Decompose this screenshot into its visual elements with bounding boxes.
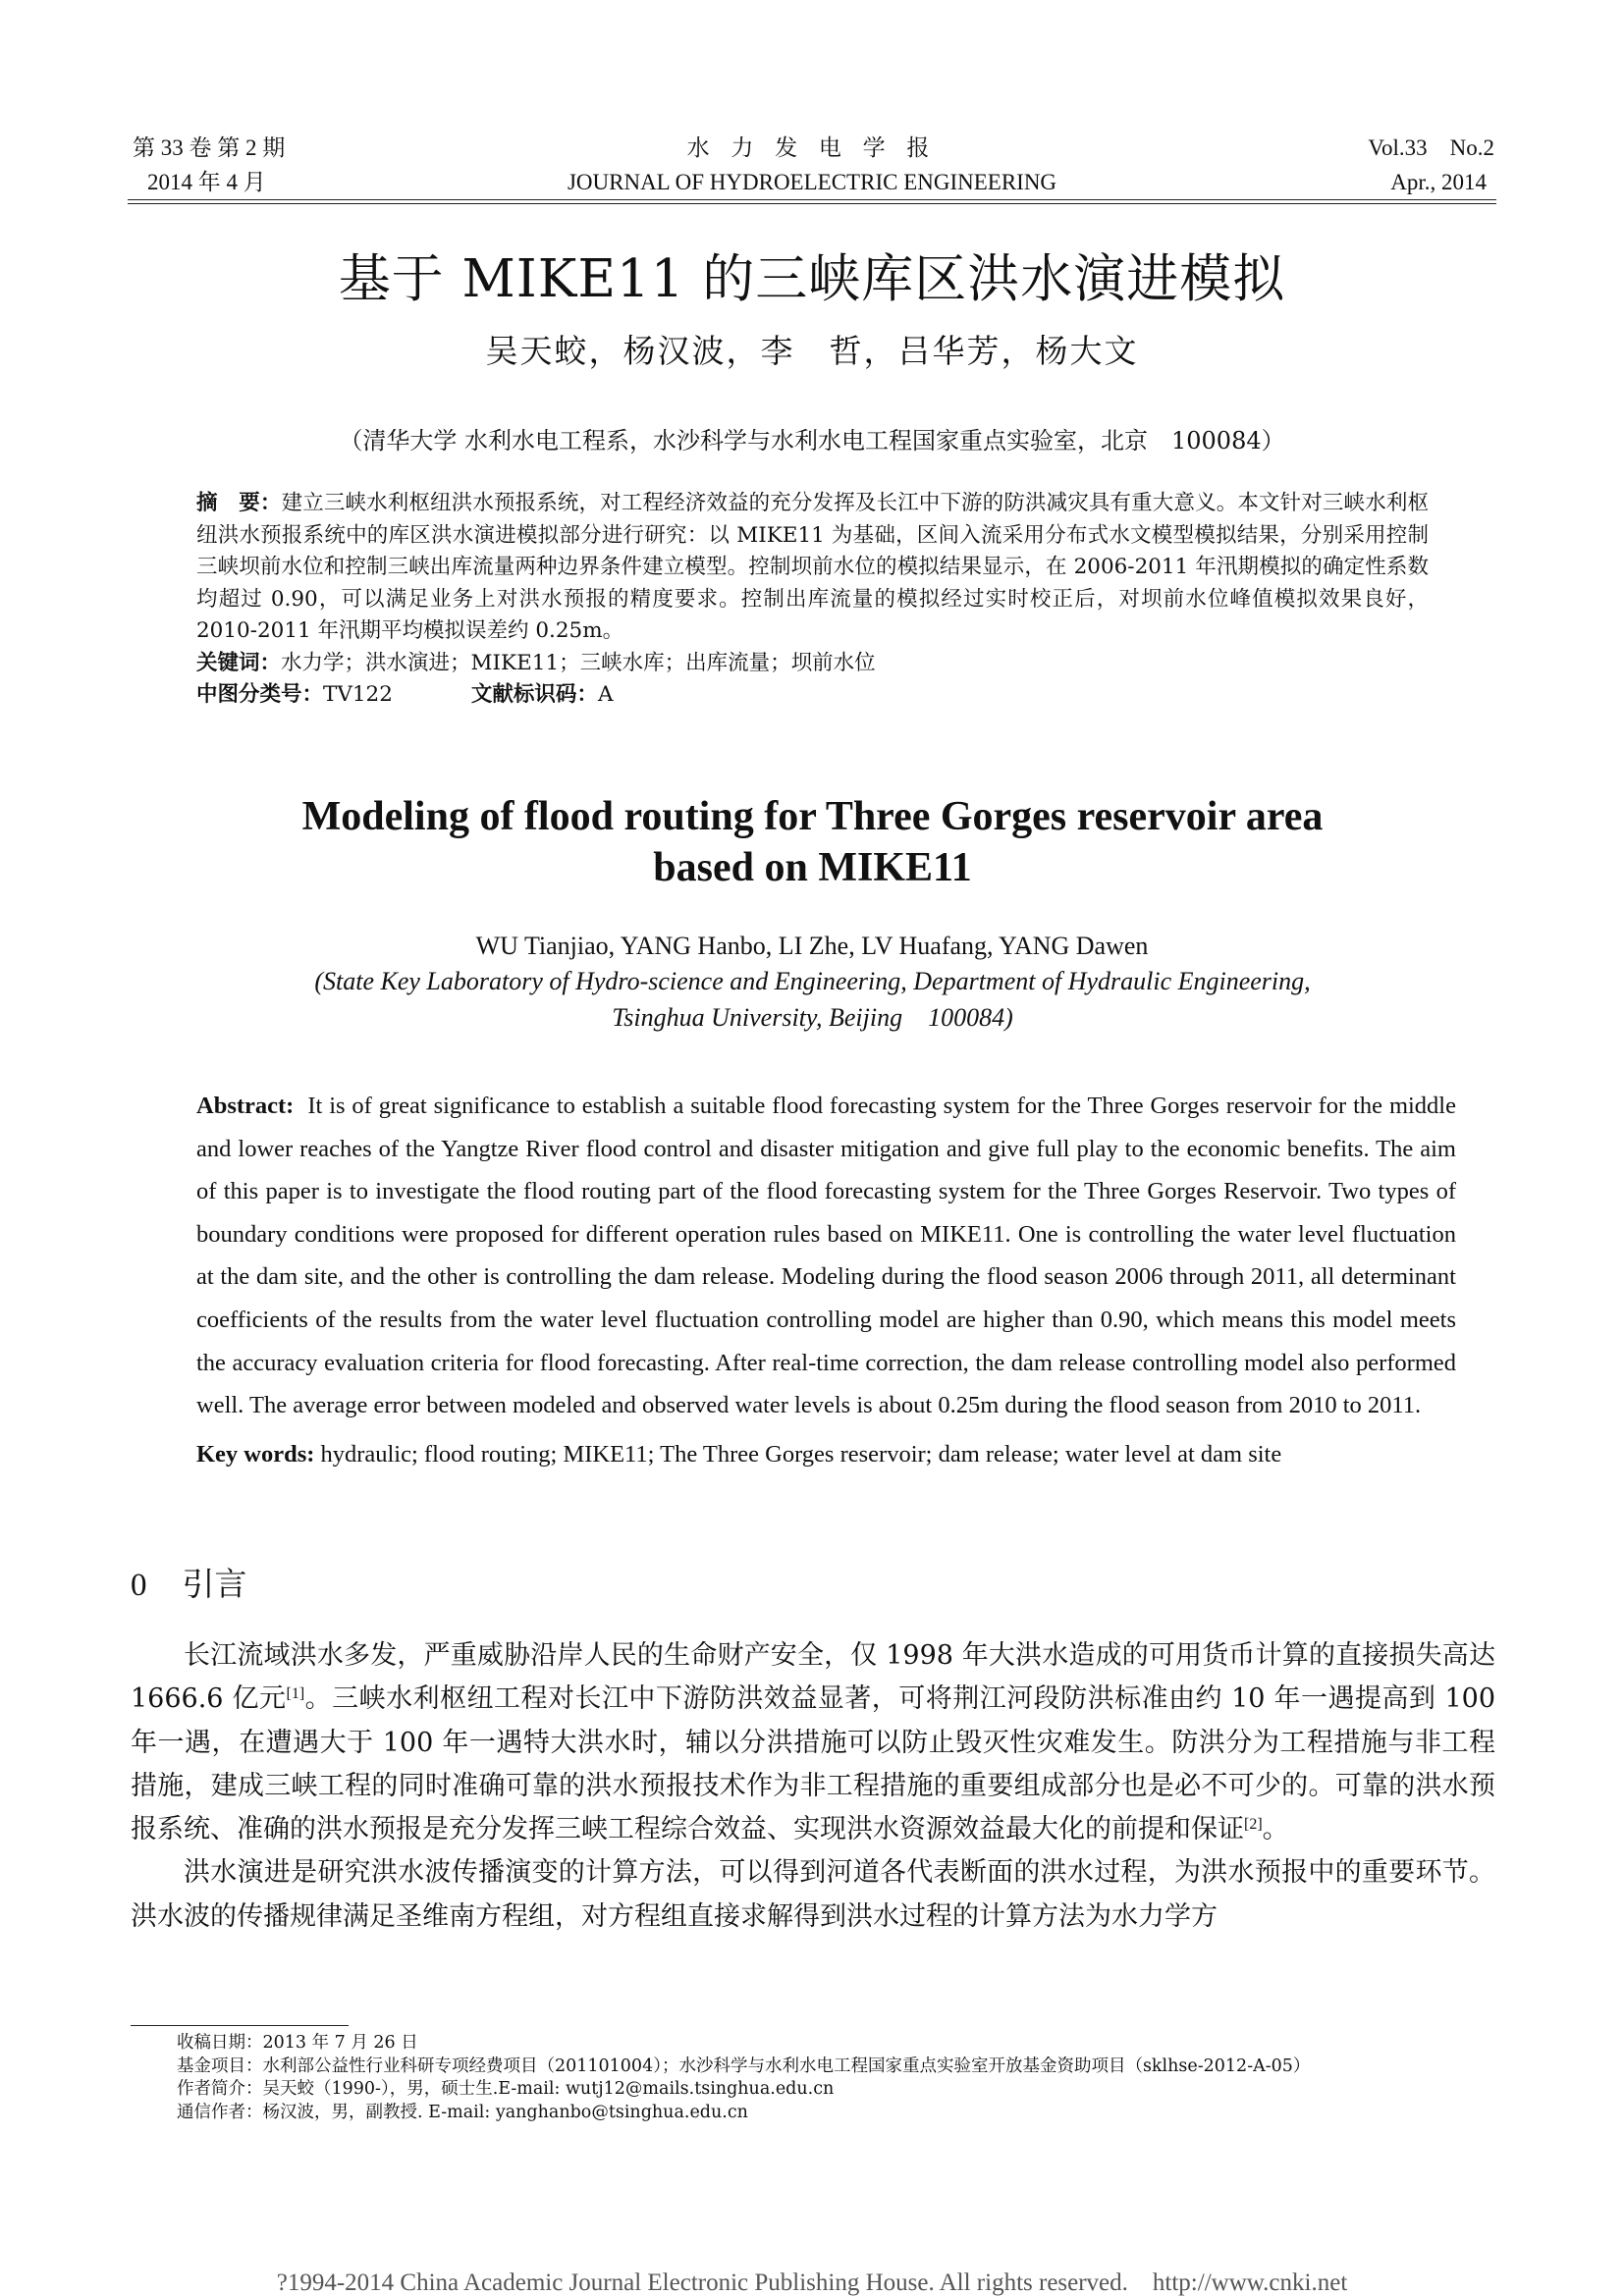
affiliation-en — [196, 963, 1429, 1036]
doc-code: A — [597, 682, 614, 707]
section-heading — [131, 1562, 247, 1608]
clc-label: 中图分类号： — [196, 682, 324, 707]
paper-title-en-line1: Modeling of flood routing for Three Gorges reservoir area — [301, 794, 1324, 839]
date-en: Apr., 2014 — [1390, 170, 1487, 194]
date-cn: 2014 年 4 月 — [147, 170, 266, 194]
abstract-label-cn: 摘 要： — [196, 491, 282, 515]
footnote-fund: 基金项目：水利部公益性行业科研专项经费项目（201101004）；水沙科学与水利水电工程国家重点实验室开放基金资助项目（sklhse-2012-A-05） — [177, 2056, 1311, 2076]
journal-name-en: JOURNAL OF HYDROELECTRIC ENGINEERING — [567, 170, 1057, 194]
copyright-footer: ?1994-2014 China Academic Journal Electronic Publishing House. All rights reserved. http://www.cnki.net — [276, 2269, 1348, 2296]
header-rule-top — [128, 199, 1496, 200]
doc-code-label: 文献标识码： — [470, 682, 598, 707]
body-paragraph — [131, 1634, 1495, 1851]
affiliation-en-line1: (State Key Laboratory of Hydro-science and Engineering, Department of Hydraulic Engineering, — [314, 967, 1311, 995]
footnote-corresponding: 通信作者：杨汉波，男，副教授. E-mail: yanghanbo@tsinghua.edu.cn — [177, 2102, 748, 2122]
citation-ref-2[interactable]: [2] — [1244, 1816, 1263, 1834]
abstract-label-en: Abstract: — [196, 1093, 295, 1119]
section-title: 引言 — [182, 1565, 247, 1603]
journal-name-cn: 水 力 发 电 学 报 — [686, 135, 938, 160]
body-text-span: 长江流域洪水多发，严重威胁沿岸人民的生命财产安全，仅 1998 年大洪水造成的可用货币计算的直接损失高达 1666.6 亿元 — [131, 1640, 1495, 1715]
affiliation-cn: （清华大学 水利水电工程系，水沙科学与水利水电工程国家重点实验室，北京 100084） — [339, 427, 1285, 454]
body-text — [131, 1634, 1495, 1939]
abstract-text-cn: 建立三峡水利枢纽洪水预报系统，对工程经济效益的充分发挥及长江中下游的防洪减灾具有重大意义。本文针对三峡水利枢纽洪水预报系统中的库区洪水演进模拟部分进行研究：以 MIKE11 为基础，区间入流采用分布式水文模型模拟结果，分别采用控制三峡坝前水位和控制三峡出库流量两种边界条件建立模型。控制坝前水位的模拟结果显示，在 2006-2011 年汛期模拟的确定性系数均超过 0.90，可以满足业务上对洪水预报的精度要求。控制出库流量的模拟经过实时校正后，对坝前水位峰值模拟效果良好，2010-2011 年汛期平均模拟误差约 0.25m。 — [196, 491, 1429, 643]
paper-title-cn: 基于 MIKE11 的三峡库区洪水演进模拟 — [338, 249, 1286, 309]
abstract-en — [196, 1085, 1456, 1475]
volume-issue-en: Vol.33 No.2 — [1368, 135, 1494, 160]
keywords-en: hydraulic; flood routing; MIKE11; The Three Gorges reservoir; dam release; water level at dam site — [320, 1440, 1282, 1468]
footnotes — [177, 2032, 1310, 2124]
abstract-text-en: It is of great significance to establish a suitable flood forecasting system for the Three Gorges reservoir for the middle and lower reaches of the Yangtze River flood control and disaster mitigation and give full play to the economic benefits. The aim of this paper is to investigate the flood routing part of the flood forecasting system for the Three Gorges Reservoir. Two types of boundary conditions were proposed for different operation rules based on MIKE11. One is controlling the water level fluctuation at the dam site, and the other is controlling the dam release. Modeling during the flood season 2006 through 2011, all determinant coefficients of the results from the water level fluctuation controlling model are higher than 0.90, which means this model meets the accuracy evaluation criteria for flood forecasting. After real-time correction, the dam release controlling model also performed well. The average error between modeled and observed water levels is about 0.25m during the flood season from 2010 to 2011. — [196, 1093, 1456, 1419]
keywords-label-en: Key words: — [196, 1440, 315, 1468]
footnote-received: 收稿日期：2013 年 7 月 26 日 — [177, 2033, 418, 2053]
keywords-label-cn: 关键词： — [196, 650, 282, 675]
affiliation-en-line2: Tsinghua University, Beijing 100084) — [612, 1003, 1013, 1032]
clc-number: TV122 — [323, 682, 393, 707]
authors-en: WU Tianjiao, YANG Hanbo, LI Zhe, LV Huafang, YANG Dawen — [475, 932, 1149, 960]
header-rule-bottom — [128, 203, 1496, 204]
citation-ref-1[interactable]: [1] — [286, 1685, 305, 1703]
abstract-cn — [196, 488, 1429, 712]
footnote-author: 作者简介：吴天蛟（1990-），男，硕士生.E-mail: wutj12@mails.tsinghua.edu.cn — [177, 2079, 835, 2099]
footnote-rule — [131, 2025, 349, 2026]
body-text-span: 。 — [1262, 1814, 1289, 1845]
body-text-span: 。三峡水利枢纽工程对长江中下游防洪效益显著，可将荆江河段防洪标准由约 10 年一遇提高到 100 年一遇，在遭遇大于 100 年一遇特大洪水时，辅以分洪措施可以防止毁灭性灾难发生。防洪分为工程措施与非工程措施，建成三峡工程的同时准确可靠的洪水预报技术作为非工程措施的重要组成部分也是必不可少的。可靠的洪水预报系统、准确的洪水预报是充分发挥三峡工程综合效益、实现洪水资源效益最大化的前提和保证 — [131, 1683, 1496, 1845]
authors-cn: 吴天蛟，杨汉波，李 哲，吕华芳，杨大文 — [485, 332, 1139, 370]
keywords-cn: 水力学；洪水演进；MIKE11；三峡水库；出库流量；坝前水位 — [281, 650, 876, 675]
paper-title-en-line2: based on MIKE11 — [653, 845, 972, 890]
body-paragraph: 洪水演进是研究洪水波传播演变的计算方法，可以得到河道各代表断面的洪水过程，为洪水预报中的重要环节。洪水波的传播规律满足圣维南方程组，对方程组直接求解得到洪水过程的计算方法为水力学方 — [131, 1857, 1495, 1932]
volume-issue-cn: 第 33 卷 第 2 期 — [133, 135, 286, 160]
paper-title-en — [196, 791, 1429, 893]
section-number: 0 — [131, 1568, 147, 1603]
